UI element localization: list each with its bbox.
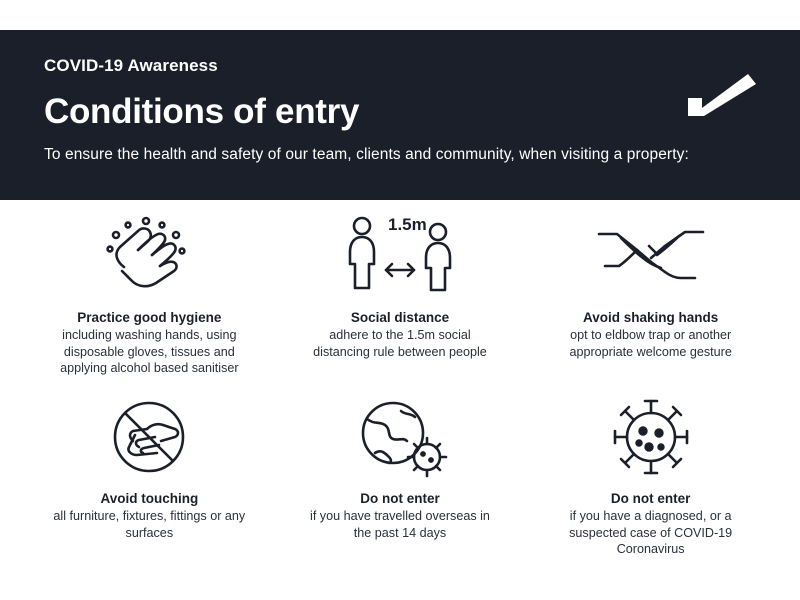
guideline-item xyxy=(275,208,526,389)
social-distance-icon xyxy=(340,208,460,304)
guideline-item xyxy=(24,389,275,570)
guideline-title: Do not enter xyxy=(360,491,440,506)
guideline-description: if you have travelled overseas in the past 14 days xyxy=(310,509,490,540)
distance-label: 1.5m xyxy=(387,215,427,234)
guideline-title: Practice good hygiene xyxy=(77,310,222,325)
globe-virus-icon xyxy=(345,389,455,485)
guideline-item xyxy=(525,208,776,389)
guideline-title: Do not enter xyxy=(610,491,691,506)
guideline-description: adhere to the 1.5m social distancing rule between people xyxy=(313,328,487,359)
checkmark-logo-mark xyxy=(688,74,756,116)
no-touching-icon xyxy=(99,389,199,485)
handshake-icon xyxy=(591,208,711,304)
poster-header xyxy=(0,30,800,200)
guidelines-grid xyxy=(0,200,800,570)
subtitle-text: To ensure the health and safety of our team, clients and community, when visiting a property: xyxy=(44,146,689,163)
handwashing-icon xyxy=(94,208,204,304)
guideline-description: if you have a diagnosed, or a suspected case of COVID-19 Coronavirus xyxy=(569,509,733,557)
guideline-description: including washing hands, using disposable gloves, tissues and applying alcohol based sanitiser xyxy=(60,328,239,376)
eyebrow-text: COVID-19 Awareness xyxy=(44,56,218,75)
coronavirus-icon xyxy=(603,389,699,485)
guideline-item xyxy=(525,389,776,570)
guideline-title: Avoid shaking hands xyxy=(583,310,719,325)
guideline-item xyxy=(24,208,275,389)
page-title: Conditions of entry xyxy=(44,92,360,131)
guideline-description: opt to eldbow trap or another appropriate welcome gesture xyxy=(569,328,732,359)
guideline-title: Social distance xyxy=(350,310,450,325)
guideline-description: all furniture, fixtures, fittings or any surfaces xyxy=(53,509,246,540)
guideline-item xyxy=(275,389,526,570)
guideline-title: Avoid touching xyxy=(100,491,199,506)
